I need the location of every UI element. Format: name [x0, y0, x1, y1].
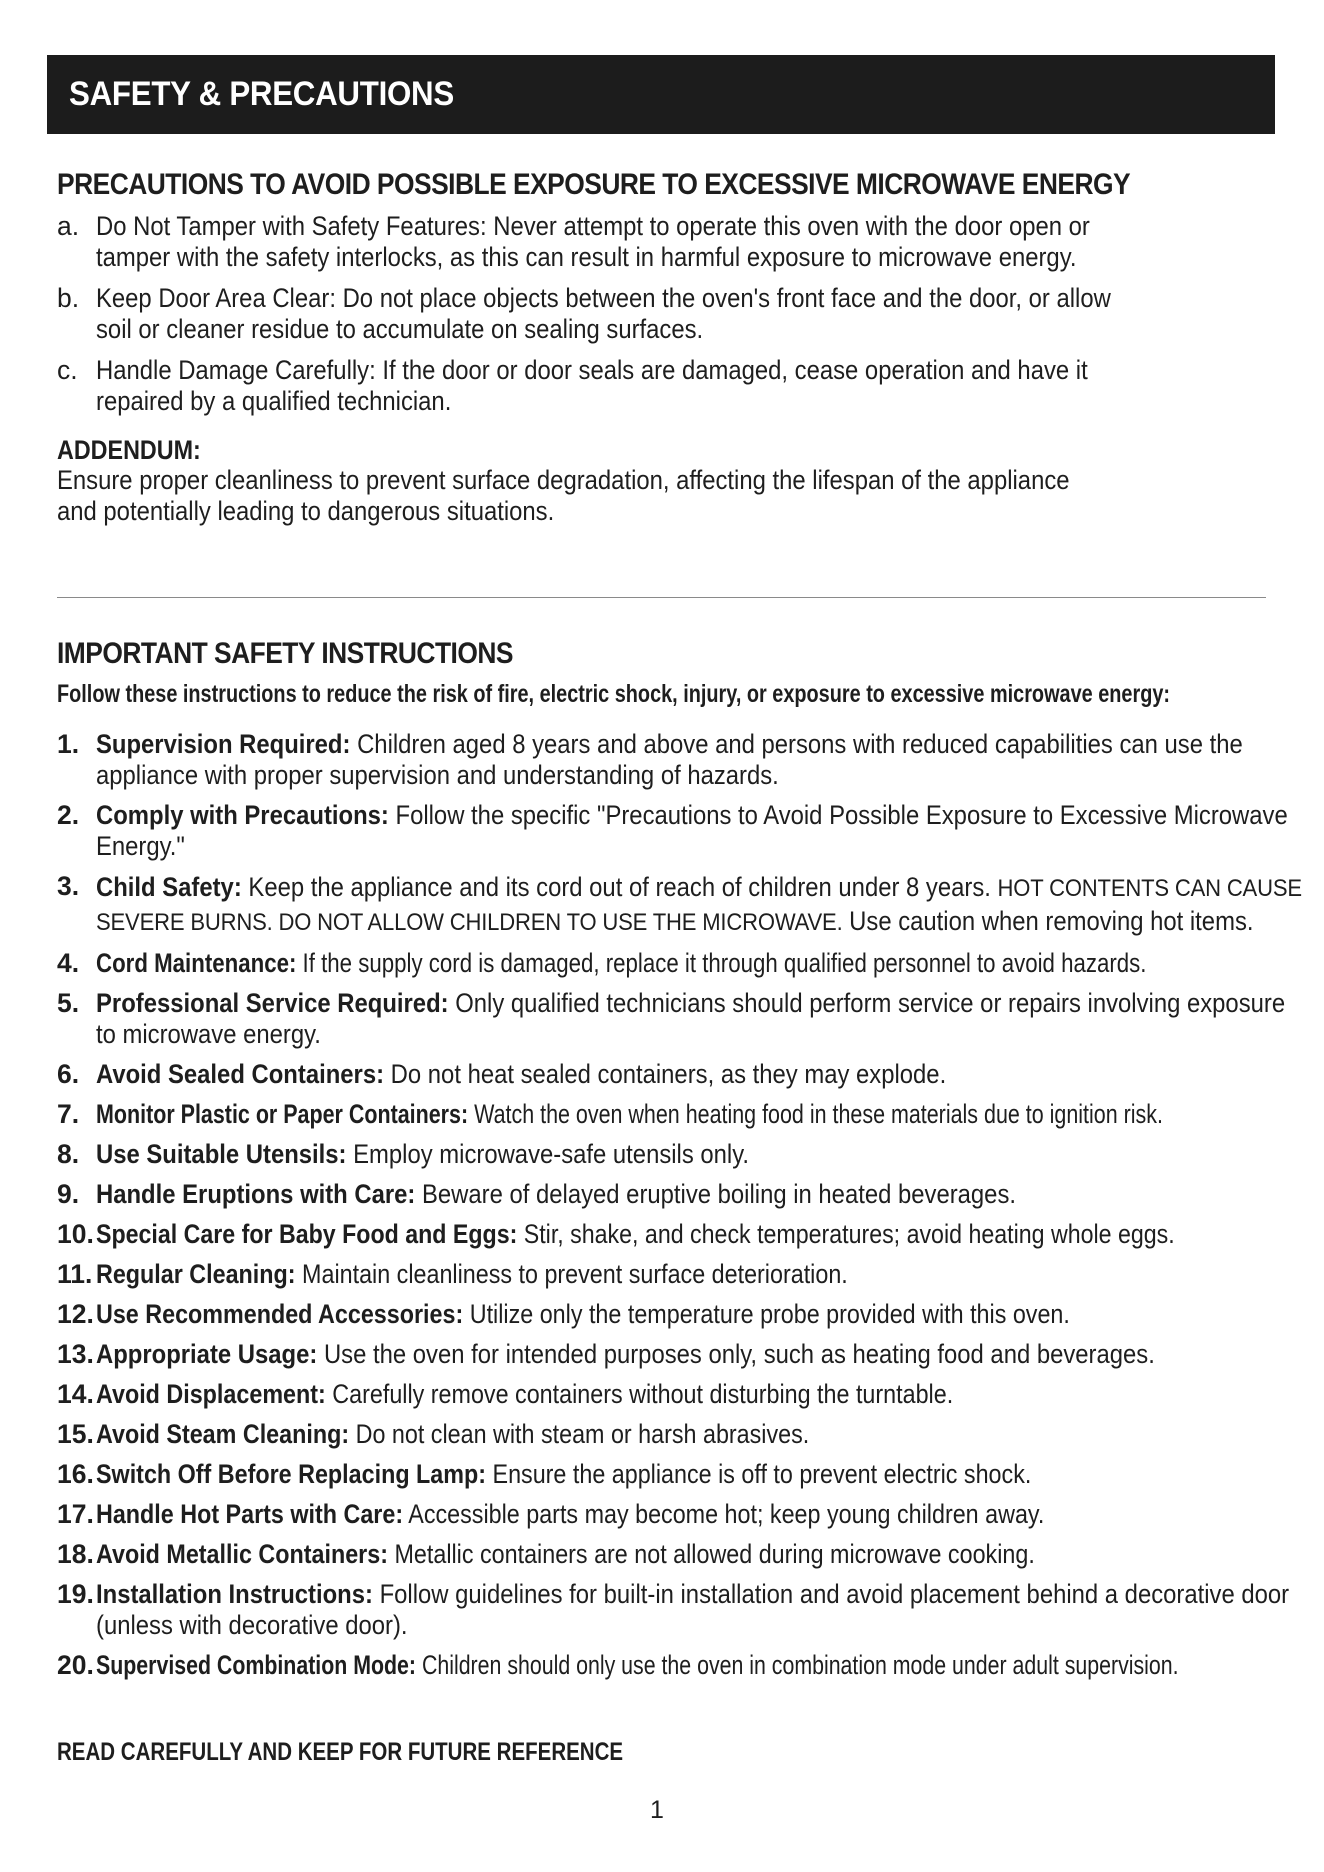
instruction-detail: Metallic containers are not allowed during microwave cooking.: [394, 1539, 1035, 1569]
instruction-number: 12.: [57, 1299, 94, 1329]
precaution-marker: b.: [57, 283, 80, 313]
instruction-text: [96, 948, 1306, 979]
addendum-line: and potentially leading to dangerous situations.: [57, 496, 555, 526]
instruction-label: Avoid Displacement:: [96, 1379, 326, 1409]
instruction-number: 5.: [57, 988, 80, 1018]
instructions-intro: Follow these instructions to reduce the risk of fire, electric shock, injury, or exposure to excessive microwave energy:: [57, 680, 1170, 708]
instruction-item: [57, 871, 1302, 939]
instruction-detail: Watch the oven when heating food in these materials due to ignition risk.: [474, 1099, 1163, 1129]
footer-note: READ CAREFULLY AND KEEP FOR FUTURE REFERENCE: [57, 1738, 624, 1766]
precautions-list: [57, 211, 1277, 417]
instruction-text: [96, 1650, 1306, 1681]
banner-title: SAFETY & PRECAUTIONS: [69, 75, 454, 113]
instruction-detail: Children aged 8 years and above and persons with reduced capabilities can use the appliance with proper supervision and understanding of hazards.: [96, 729, 1243, 790]
instruction-item: [57, 1650, 1287, 1681]
instruction-text: [96, 1099, 1306, 1130]
instruction-label: Child Safety:: [96, 872, 242, 902]
instruction-item: [57, 729, 1287, 791]
precaution-line: repaired by a qualified technician.: [96, 386, 452, 416]
instruction-item: [57, 1059, 1287, 1090]
instruction-number: 6.: [57, 1059, 80, 1089]
instruction-text: [96, 1339, 1306, 1370]
instruction-number: 3.: [57, 871, 80, 901]
instruction-label: Handle Eruptions with Care:: [96, 1179, 416, 1209]
instruction-item: [57, 1259, 1287, 1290]
instruction-detail: Use the oven for intended purposes only, such as heating food and beverages.: [323, 1339, 1155, 1369]
instruction-detail: If the supply cord is damaged, replace it through qualified personnel to avoid hazards.: [302, 948, 1147, 978]
instruction-detail: Follow the specific "Precautions to Avoid Possible Exposure to Excessive Microwave Energy.": [96, 800, 1288, 861]
instruction-detail: Maintain cleanliness to prevent surface deterioration.: [302, 1259, 848, 1289]
instruction-text: [96, 1179, 1306, 1210]
instruction-text: [96, 1059, 1306, 1090]
instruction-number: 8.: [57, 1139, 80, 1169]
instruction-label: Special Care for Baby Food and Eggs:: [96, 1219, 518, 1249]
instruction-detail: Follow guidelines for built-in installation and avoid placement behind a decorative door (unless with decorative door).: [96, 1579, 1290, 1640]
instruction-number: 11.: [57, 1259, 93, 1289]
instruction-text: [96, 1499, 1306, 1530]
instruction-number: 10.: [57, 1219, 94, 1249]
instruction-item: [57, 800, 1287, 862]
instruction-detail: Carefully remove containers without disturbing the turntable.: [332, 1379, 954, 1409]
instruction-label: Avoid Sealed Containers:: [96, 1059, 385, 1089]
instruction-number: 18.: [57, 1539, 94, 1569]
instruction-number: 14.: [57, 1379, 94, 1409]
instruction-text: [96, 1139, 1306, 1170]
instruction-text: [96, 1379, 1306, 1410]
instruction-item: [57, 1539, 1287, 1570]
instruction-detail: Children should only use the oven in combination mode under adult supervision.: [421, 1650, 1179, 1680]
instruction-label: Professional Service Required:: [96, 988, 449, 1018]
precaution-line: soil or cleaner residue to accumulate on sealing surfaces.: [96, 314, 704, 344]
instruction-item: [57, 1459, 1287, 1490]
instruction-item: [57, 1219, 1287, 1250]
instruction-detail: Utilize only the temperature probe provided with this oven.: [469, 1299, 1070, 1329]
section-banner: [47, 55, 1275, 134]
instruction-number: 15.: [57, 1419, 94, 1449]
precaution-marker: c.: [57, 355, 78, 385]
instruction-number: 4.: [57, 948, 80, 978]
instruction-label: Appropriate Usage:: [96, 1339, 318, 1369]
instruction-number: 19.: [57, 1579, 94, 1609]
instruction-label: Comply with Precautions:: [96, 800, 389, 830]
instruction-text: [96, 1539, 1306, 1570]
instruction-item: [57, 988, 1287, 1050]
instruction-item: [57, 1379, 1287, 1410]
instruction-text: [96, 1459, 1306, 1490]
instruction-detail: Do not clean with steam or harsh abrasives.: [355, 1419, 810, 1449]
instruction-label: Handle Hot Parts with Care:: [96, 1499, 404, 1529]
instruction-warning: HOT CONTENTS CAN CAUSE SEVERE BURNS. DO NOT ALLOW CHILDREN TO USE THE MICROWAVE.: [96, 875, 1302, 936]
instruction-detail: Employ microwave-safe utensils only.: [353, 1139, 750, 1169]
instruction-label: Use Suitable Utensils:: [96, 1139, 347, 1169]
instruction-label: Avoid Steam Cleaning:: [96, 1419, 350, 1449]
instruction-label: Cord Maintenance:: [96, 948, 297, 978]
instruction-item: [57, 1579, 1290, 1641]
instructions-list: [57, 729, 1302, 1690]
instruction-item: [57, 948, 1287, 979]
instruction-text: [96, 800, 1306, 862]
instruction-text: [96, 1299, 1306, 1330]
instruction-detail: Ensure the appliance is off to prevent electric shock.: [492, 1459, 1032, 1489]
instruction-detail: Accessible parts may become hot; keep young children away.: [408, 1499, 1045, 1529]
precaution-item: [57, 355, 1277, 417]
instruction-detail: Do not heat sealed containers, as they may explode.: [390, 1059, 947, 1089]
instruction-label: Installation Instructions:: [96, 1579, 373, 1609]
addendum-heading: ADDENDUM:: [57, 435, 201, 465]
instruction-detail: Beware of delayed eruptive boiling in heated beverages.: [421, 1179, 1017, 1209]
instruction-label: Use Recommended Accessories:: [96, 1299, 464, 1329]
instruction-label: Regular Cleaning:: [96, 1259, 296, 1289]
instruction-item: [57, 1139, 1287, 1170]
instruction-text: [96, 1579, 1306, 1641]
instruction-detail: Keep the appliance and its cord out of reach of children under 8 years.: [248, 872, 991, 902]
instruction-text: [96, 871, 1306, 939]
instruction-item: [57, 1099, 1287, 1130]
addendum-line: Ensure proper cleanliness to prevent surface degradation, affecting the lifespan of the appliance: [57, 465, 1070, 495]
instruction-label: Switch Off Before Replacing Lamp:: [96, 1459, 487, 1489]
instruction-label: Monitor Plastic or Paper Containers:: [96, 1099, 469, 1129]
instruction-text: [96, 1219, 1306, 1250]
instruction-text: [96, 1259, 1306, 1290]
instruction-detail: Stir, shake, and check temperatures; avoid heating whole eggs.: [523, 1219, 1175, 1249]
instruction-detail: Use caution when removing hot items.: [849, 906, 1254, 936]
precaution-line: tamper with the safety interlocks, as this can result in harmful exposure to microwave energy.: [96, 242, 1077, 272]
instruction-number: 2.: [57, 800, 80, 830]
precaution-line: Do Not Tamper with Safety Features: Never attempt to operate this oven with the door open or: [96, 211, 1090, 241]
instruction-label: Avoid Metallic Containers:: [96, 1539, 388, 1569]
instruction-item: [57, 1179, 1287, 1210]
addendum-text: [57, 465, 1317, 527]
instruction-text: [96, 988, 1306, 1050]
instruction-number: 13.: [57, 1339, 94, 1369]
precaution-line: Keep Door Area Clear: Do not place objects between the oven's front face and the door, or allow: [96, 283, 1111, 313]
instruction-number: 7.: [57, 1099, 80, 1129]
precautions-heading: PRECAUTIONS TO AVOID POSSIBLE EXPOSURE TO EXCESSIVE MICROWAVE ENERGY: [57, 168, 1131, 201]
instruction-item: [57, 1499, 1287, 1530]
page-number: 1: [650, 1796, 664, 1824]
instruction-text: [96, 1419, 1306, 1450]
precaution-marker: a.: [57, 211, 80, 241]
instruction-item: [57, 1339, 1287, 1370]
instruction-detail: Only qualified technicians should perform service or repairs involving exposure to microwave energy.: [96, 988, 1286, 1049]
instruction-item: [57, 1419, 1287, 1450]
instruction-number: 1.: [57, 729, 80, 759]
precaution-item: [57, 211, 1277, 273]
section-divider: [57, 597, 1266, 598]
instruction-number: 17.: [57, 1499, 94, 1529]
instructions-heading: IMPORTANT SAFETY INSTRUCTIONS: [57, 637, 513, 670]
instruction-text: [96, 729, 1306, 791]
instruction-number: 9.: [57, 1179, 80, 1209]
instruction-number: 16.: [57, 1459, 94, 1489]
instruction-label: Supervised Combination Mode:: [96, 1650, 417, 1680]
instruction-number: 20.: [57, 1650, 94, 1680]
instruction-label: Supervision Required:: [96, 729, 351, 759]
precaution-item: [57, 283, 1277, 345]
precaution-line: Handle Damage Carefully: If the door or door seals are damaged, cease operation and have it: [96, 355, 1088, 385]
instruction-item: [57, 1299, 1287, 1330]
